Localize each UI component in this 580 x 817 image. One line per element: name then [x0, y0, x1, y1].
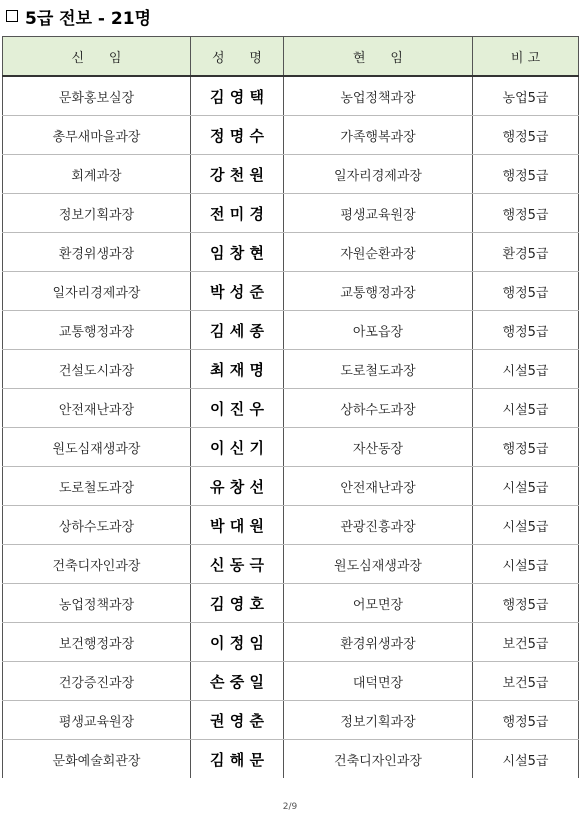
cell-remarks: 행정5급: [473, 272, 579, 311]
cell-new-post: 문화홍보실장: [3, 76, 191, 116]
personnel-table: [2, 36, 579, 778]
cell-remarks: 보건5급: [473, 623, 579, 662]
cell-new-post: 건강증진과장: [3, 662, 191, 701]
cell-remarks: 환경5급: [473, 233, 579, 272]
cell-name: 박 대 원: [191, 506, 284, 545]
cell-remarks: 행정5급: [473, 428, 579, 467]
cell-new-post: 정보기획과장: [3, 194, 191, 233]
cell-new-post: 일자리경제과장: [3, 272, 191, 311]
table-row: [3, 740, 579, 779]
table-row: [3, 662, 579, 701]
cell-new-post: 건설도시과장: [3, 350, 191, 389]
cell-remarks: 행정5급: [473, 701, 579, 740]
cell-new-post: 농업정책과장: [3, 584, 191, 623]
cell-name: 김 영 호: [191, 584, 284, 623]
cell-name: 김 세 종: [191, 311, 284, 350]
cell-name: 이 신 기: [191, 428, 284, 467]
cell-remarks: 행정5급: [473, 311, 579, 350]
table-row: [3, 428, 579, 467]
cell-new-post: 교통행정과장: [3, 311, 191, 350]
cell-current-post: 원도심재생과장: [284, 545, 473, 584]
cell-name: 권 영 춘: [191, 701, 284, 740]
table-row: [3, 116, 579, 155]
cell-name: 정 명 수: [191, 116, 284, 155]
cell-name: 신 동 극: [191, 545, 284, 584]
cell-name: 손 중 일: [191, 662, 284, 701]
cell-new-post: 회계과장: [3, 155, 191, 194]
cell-new-post: 상하수도과장: [3, 506, 191, 545]
cell-current-post: 안전재난과장: [284, 467, 473, 506]
cell-current-post: 아포읍장: [284, 311, 473, 350]
table-row: [3, 623, 579, 662]
cell-remarks: 시설5급: [473, 545, 579, 584]
cell-remarks: 행정5급: [473, 194, 579, 233]
table-header-row: [3, 37, 579, 77]
cell-current-post: 대덕면장: [284, 662, 473, 701]
table-row: [3, 545, 579, 584]
cell-name: 유 창 선: [191, 467, 284, 506]
cell-name: 전 미 경: [191, 194, 284, 233]
cell-name: 박 성 준: [191, 272, 284, 311]
table-row: [3, 584, 579, 623]
cell-remarks: 행정5급: [473, 116, 579, 155]
checkbox-square-icon: [6, 10, 18, 22]
header-current-post: 현 임: [284, 37, 473, 77]
cell-name: 이 진 우: [191, 389, 284, 428]
cell-remarks: 시설5급: [473, 506, 579, 545]
cell-name: 최 재 명: [191, 350, 284, 389]
table-row: [3, 350, 579, 389]
cell-current-post: 일자리경제과장: [284, 155, 473, 194]
cell-remarks: 보건5급: [473, 662, 579, 701]
cell-current-post: 평생교육원장: [284, 194, 473, 233]
page-number: 2/9: [282, 802, 298, 812]
header-remarks: 비 고: [473, 37, 579, 77]
cell-remarks: 행정5급: [473, 155, 579, 194]
cell-new-post: 문화예술회관장: [3, 740, 191, 779]
cell-current-post: 정보기획과장: [284, 701, 473, 740]
cell-current-post: 농업정책과장: [284, 76, 473, 116]
cell-name: 김 해 문: [191, 740, 284, 779]
page-title: [6, 4, 151, 28]
cell-current-post: 교통행정과장: [284, 272, 473, 311]
cell-current-post: 자원순환과장: [284, 233, 473, 272]
cell-current-post: 환경위생과장: [284, 623, 473, 662]
table-row: [3, 272, 579, 311]
table-row: [3, 467, 579, 506]
header-new-post: 신 임: [3, 37, 191, 77]
cell-remarks: 시설5급: [473, 467, 579, 506]
cell-current-post: 자산동장: [284, 428, 473, 467]
cell-current-post: 어모면장: [284, 584, 473, 623]
cell-current-post: 건축디자인과장: [284, 740, 473, 779]
cell-remarks: 시설5급: [473, 350, 579, 389]
cell-remarks: 시설5급: [473, 389, 579, 428]
cell-new-post: 안전재난과장: [3, 389, 191, 428]
table-row: [3, 194, 579, 233]
cell-remarks: 시설5급: [473, 740, 579, 779]
cell-new-post: 총무새마을과장: [3, 116, 191, 155]
cell-name: 김 영 택: [191, 76, 284, 116]
title-text: 5급 전보 - 21명: [25, 8, 151, 29]
cell-new-post: 평생교육원장: [3, 701, 191, 740]
cell-new-post: 건축디자인과장: [3, 545, 191, 584]
header-name: 성 명: [191, 37, 284, 77]
cell-new-post: 보건행정과장: [3, 623, 191, 662]
table-row: [3, 155, 579, 194]
cell-new-post: 원도심재생과장: [3, 428, 191, 467]
cell-name: 이 정 임: [191, 623, 284, 662]
cell-remarks: 농업5급: [473, 76, 579, 116]
cell-current-post: 가족행복과장: [284, 116, 473, 155]
table-row: [3, 76, 579, 116]
table-row: [3, 311, 579, 350]
cell-name: 강 천 원: [191, 155, 284, 194]
table-row: [3, 506, 579, 545]
cell-new-post: 도로철도과장: [3, 467, 191, 506]
cell-current-post: 도로철도과장: [284, 350, 473, 389]
cell-current-post: 관광진흥과장: [284, 506, 473, 545]
table-row: [3, 701, 579, 740]
cell-current-post: 상하수도과장: [284, 389, 473, 428]
cell-remarks: 행정5급: [473, 584, 579, 623]
cell-name: 임 창 현: [191, 233, 284, 272]
table-row: [3, 233, 579, 272]
cell-new-post: 환경위생과장: [3, 233, 191, 272]
table-row: [3, 389, 579, 428]
table-body: [3, 76, 579, 778]
